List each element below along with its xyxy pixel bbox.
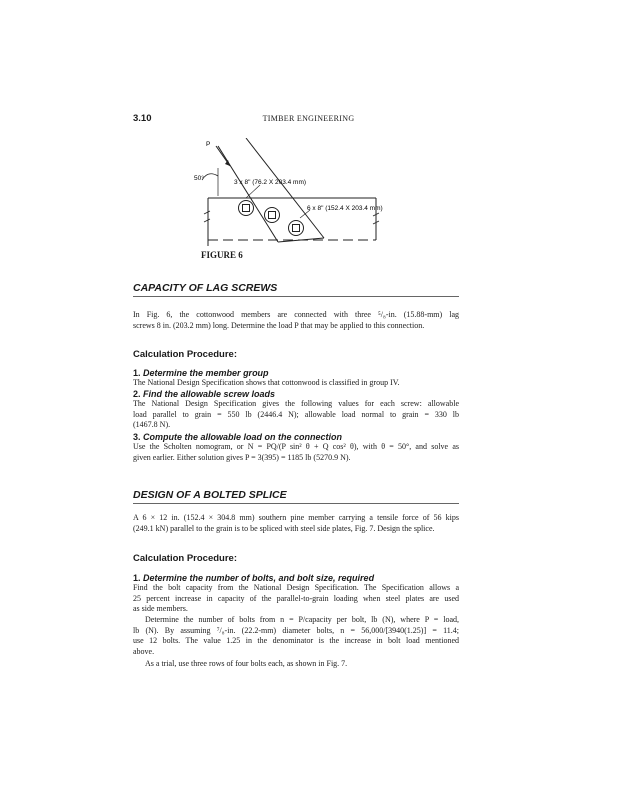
- step-number: 1.: [133, 368, 141, 378]
- callout-top-leader: [246, 185, 260, 198]
- step-heading: [133, 389, 275, 399]
- break-mark-left: [204, 211, 210, 222]
- section1-intro: [133, 310, 459, 331]
- step-title: Determine the member group: [143, 368, 269, 378]
- figure-caption: FIGURE 6: [201, 250, 243, 260]
- text-line: The National Design Specification shows that cottonwood is classified in group IV.: [133, 378, 400, 387]
- text-line: (249.1 kN) parallel to the grain is to be spliced with steel side plates, Fig. 7. Design the splice.: [133, 523, 435, 533]
- text-line: screws 8 in. (203.2 mm) long. Determine the load P that may be applied to this connection.: [133, 320, 425, 330]
- text-line: 25 percent increase in capacity of the parallel-to-grain loading when steel plates are used: [133, 593, 459, 603]
- step-text: [133, 659, 459, 670]
- lag-screw: [239, 201, 254, 216]
- step-text: [133, 615, 459, 657]
- text-line: Determine the number of bolts from n = P/capacity per bolt, lb (N), where P = load,: [145, 615, 459, 624]
- step-title: Determine the number of bolts, and bolt size, required: [143, 573, 375, 583]
- load-arrowhead: [225, 160, 230, 166]
- callout-right-label: 6 x 8" (152.4 X 203.4 mm): [307, 205, 383, 212]
- text-line: use 12 bolts. The value 1.25 in the denominator is the increase in bolt load mentioned: [133, 636, 459, 645]
- text-line: above.: [133, 646, 155, 656]
- text-line: given earlier. Either solution gives P = 3(395) = 1185 lb (5270.9 N).: [133, 452, 351, 462]
- text-line: (1467.8 N).: [133, 420, 171, 429]
- step-heading: [133, 573, 374, 583]
- step-text: [133, 378, 459, 389]
- text-line: as side members.: [133, 604, 188, 613]
- step-text: [133, 399, 459, 431]
- text-line: Use the Scholten nomogram, or N = PQ/(P sin² θ + Q cos² θ), with θ = 50°, and solve as: [133, 442, 459, 451]
- text-line: lb (N). By assuming ⁷/₈-in. (22.2-mm) diameter bolts, n = 56,000/[3940(1.25)] = 11.4;: [133, 625, 459, 635]
- inclined-member-left-edge: [218, 146, 278, 242]
- step-number: 2.: [133, 389, 141, 399]
- running-title: TIMBER ENGINEERING: [262, 114, 355, 123]
- procedure-heading: Calculation Procedure:: [133, 349, 237, 360]
- lag-screw: [265, 208, 280, 223]
- angle-label: 50°: [194, 175, 204, 182]
- step-heading: [133, 432, 342, 442]
- text-line: The National Design Specification gives the following values for each screw: allowable: [133, 399, 459, 408]
- figure-6-drawing: [190, 138, 430, 258]
- text-line: In Fig. 6, the cottonwood members are connected with three ⁵/₈-in. (15.88-mm) lag: [133, 310, 459, 319]
- step-heading: [133, 368, 269, 378]
- inclined-member-right-edge: [246, 138, 324, 238]
- section-heading-lag-screws: CAPACITY OF LAG SCREWS: [133, 282, 459, 297]
- text-line: As a trial, use three rows of four bolts each, as shown in Fig. 7.: [145, 659, 348, 668]
- text-line: load parallel to grain = 550 lb (2446.4 N); allowable load normal to grain = 330 lb: [133, 409, 459, 419]
- section-heading-bolted-splice: DESIGN OF A BOLTED SPLICE: [133, 489, 459, 504]
- text-line: Find the bolt capacity from the National Design Specification. The Specification allows a: [133, 583, 459, 592]
- lag-screw: [289, 221, 304, 236]
- step-number: 3.: [133, 432, 141, 442]
- angle-arc: [202, 174, 218, 180]
- callout-top-label: 3 x 8" (76.2 X 203.4 mm): [234, 179, 307, 186]
- step-text: [133, 442, 459, 463]
- page-number: 3.10: [133, 113, 152, 124]
- load-label: P: [206, 141, 211, 148]
- step-title: Compute the allowable load on the connection: [143, 432, 343, 442]
- step-title: Find the allowable screw loads: [143, 389, 276, 399]
- step-text: [133, 583, 459, 615]
- section2-intro: [133, 513, 459, 534]
- step-number: 1.: [133, 573, 141, 583]
- text-line: A 6 × 12 in. (152.4 × 304.8 mm) southern pine member carrying a tensile force of 56 kips: [133, 513, 459, 522]
- procedure-heading: Calculation Procedure:: [133, 553, 237, 564]
